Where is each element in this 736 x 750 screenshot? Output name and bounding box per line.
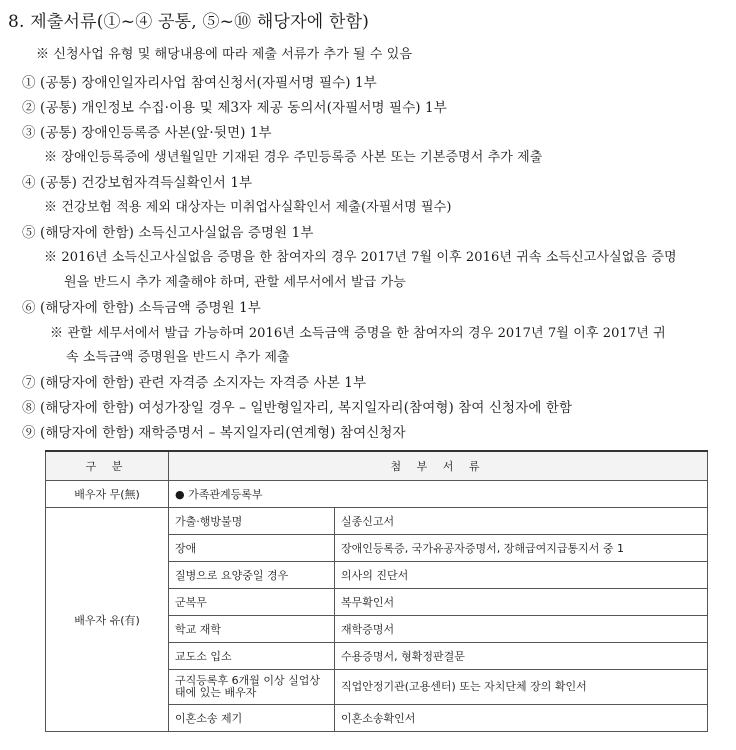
doc-cell: 실종신고서 xyxy=(335,508,708,535)
case-cell: 구직등록후 6개월 이상 실업상태에 있는 배우자 xyxy=(169,670,335,705)
item-4: ④ (공통) 건강보험자격득실확인서 1부 xyxy=(22,175,253,191)
item-6-note-cont: 속 소득금액 증명원을 반드시 추가 제출 xyxy=(66,350,290,365)
no-spouse-label: 배우자 무(無) xyxy=(46,481,169,508)
attachment-table xyxy=(45,450,708,732)
item-5: ⑤ (해당자에 한함) 소득신고사실없음 증명원 1부 xyxy=(22,225,314,241)
doc-cell: 수용증명서, 형확정판결문 xyxy=(335,643,708,670)
case-cell: 이혼소송 제기 xyxy=(169,705,335,732)
item-5-note-cont: 원을 반드시 추가 제출해야 하며, 관할 세무서에서 발급 가능 xyxy=(64,275,406,290)
table-header-row xyxy=(46,451,708,481)
no-spouse-doc: ● 가족관계등록부 xyxy=(169,481,708,508)
spouse-label: 배우자 유(有) xyxy=(46,508,169,732)
doc-cell: 의사의 진단서 xyxy=(335,562,708,589)
item-9: ⑨ (해당자에 한함) 재학증명서 – 복지일자리(연계형) 참여신청자 xyxy=(22,425,406,441)
doc-cell: 직업안정기관(고용센터) 또는 자치단체 장의 확인서 xyxy=(335,670,708,705)
item-2: ② (공통) 개인정보 수집·이용 및 제3자 제공 동의서(자필서명 필수) 1부 xyxy=(22,100,447,116)
header-documents: 첨 부 서 류 xyxy=(169,451,708,481)
section-heading: 8. 제출서류(①~④ 공통, ⑤~⑩ 해당자에 한함) xyxy=(8,12,370,32)
case-cell: 군복무 xyxy=(169,589,335,616)
case-cell: 질병으로 요양중일 경우 xyxy=(169,562,335,589)
case-cell: 교도소 입소 xyxy=(169,643,335,670)
case-cell: 가출·행방불명 xyxy=(169,508,335,535)
doc-cell: 재학증명서 xyxy=(335,616,708,643)
item-8: ⑧ (해당자에 한함) 여성가장일 경우 – 일반형일자리, 복지일자리(참여형) 참여 신청자에 한함 xyxy=(22,400,573,416)
intro-note: ※ 신청사업 유형 및 해당내용에 따라 제출 서류가 추가 될 수 있음 xyxy=(36,47,413,62)
item-1: ① (공통) 장애인일자리사업 참여신청서(자필서명 필수) 1부 xyxy=(22,75,377,91)
table-row xyxy=(46,481,708,508)
doc-cell: 복무확인서 xyxy=(335,589,708,616)
doc-cell: 이혼소송확인서 xyxy=(335,705,708,732)
case-cell: 학교 재학 xyxy=(169,616,335,643)
item-6: ⑥ (해당자에 한함) 소득금액 증명원 1부 xyxy=(22,300,261,316)
table-row xyxy=(46,508,708,535)
item-7: ⑦ (해당자에 한함) 관련 자격증 소지자는 자격증 사본 1부 xyxy=(22,375,367,391)
item-3-note: ※ 장애인등록증에 생년월일만 기재된 경우 주민등록증 사본 또는 기본증명서 추가 제출 xyxy=(44,150,543,165)
item-6-note: ※ 관할 세무서에서 발급 가능하며 2016년 소득금액 증명을 한 참여자의 경우 2017년 7월 이후 2017년 귀 xyxy=(50,326,666,341)
case-cell: 장애 xyxy=(169,535,335,562)
item-5-note: ※ 2016년 소득신고사실없음 증명을 한 참여자의 경우 2017년 7월 이후 2016년 귀속 소득신고사실없음 증명 xyxy=(44,250,677,265)
item-4-note: ※ 건강보험 적용 제외 대상자는 미취업사실확인서 제출(자필서명 필수) xyxy=(44,200,452,215)
doc-cell: 장애인등록증, 국가유공자증명서, 장해급여지급통지서 중 1 xyxy=(335,535,708,562)
header-category: 구 분 xyxy=(46,451,169,481)
item-3: ③ (공통) 장애인등록증 사본(앞·뒷면) 1부 xyxy=(22,125,272,141)
